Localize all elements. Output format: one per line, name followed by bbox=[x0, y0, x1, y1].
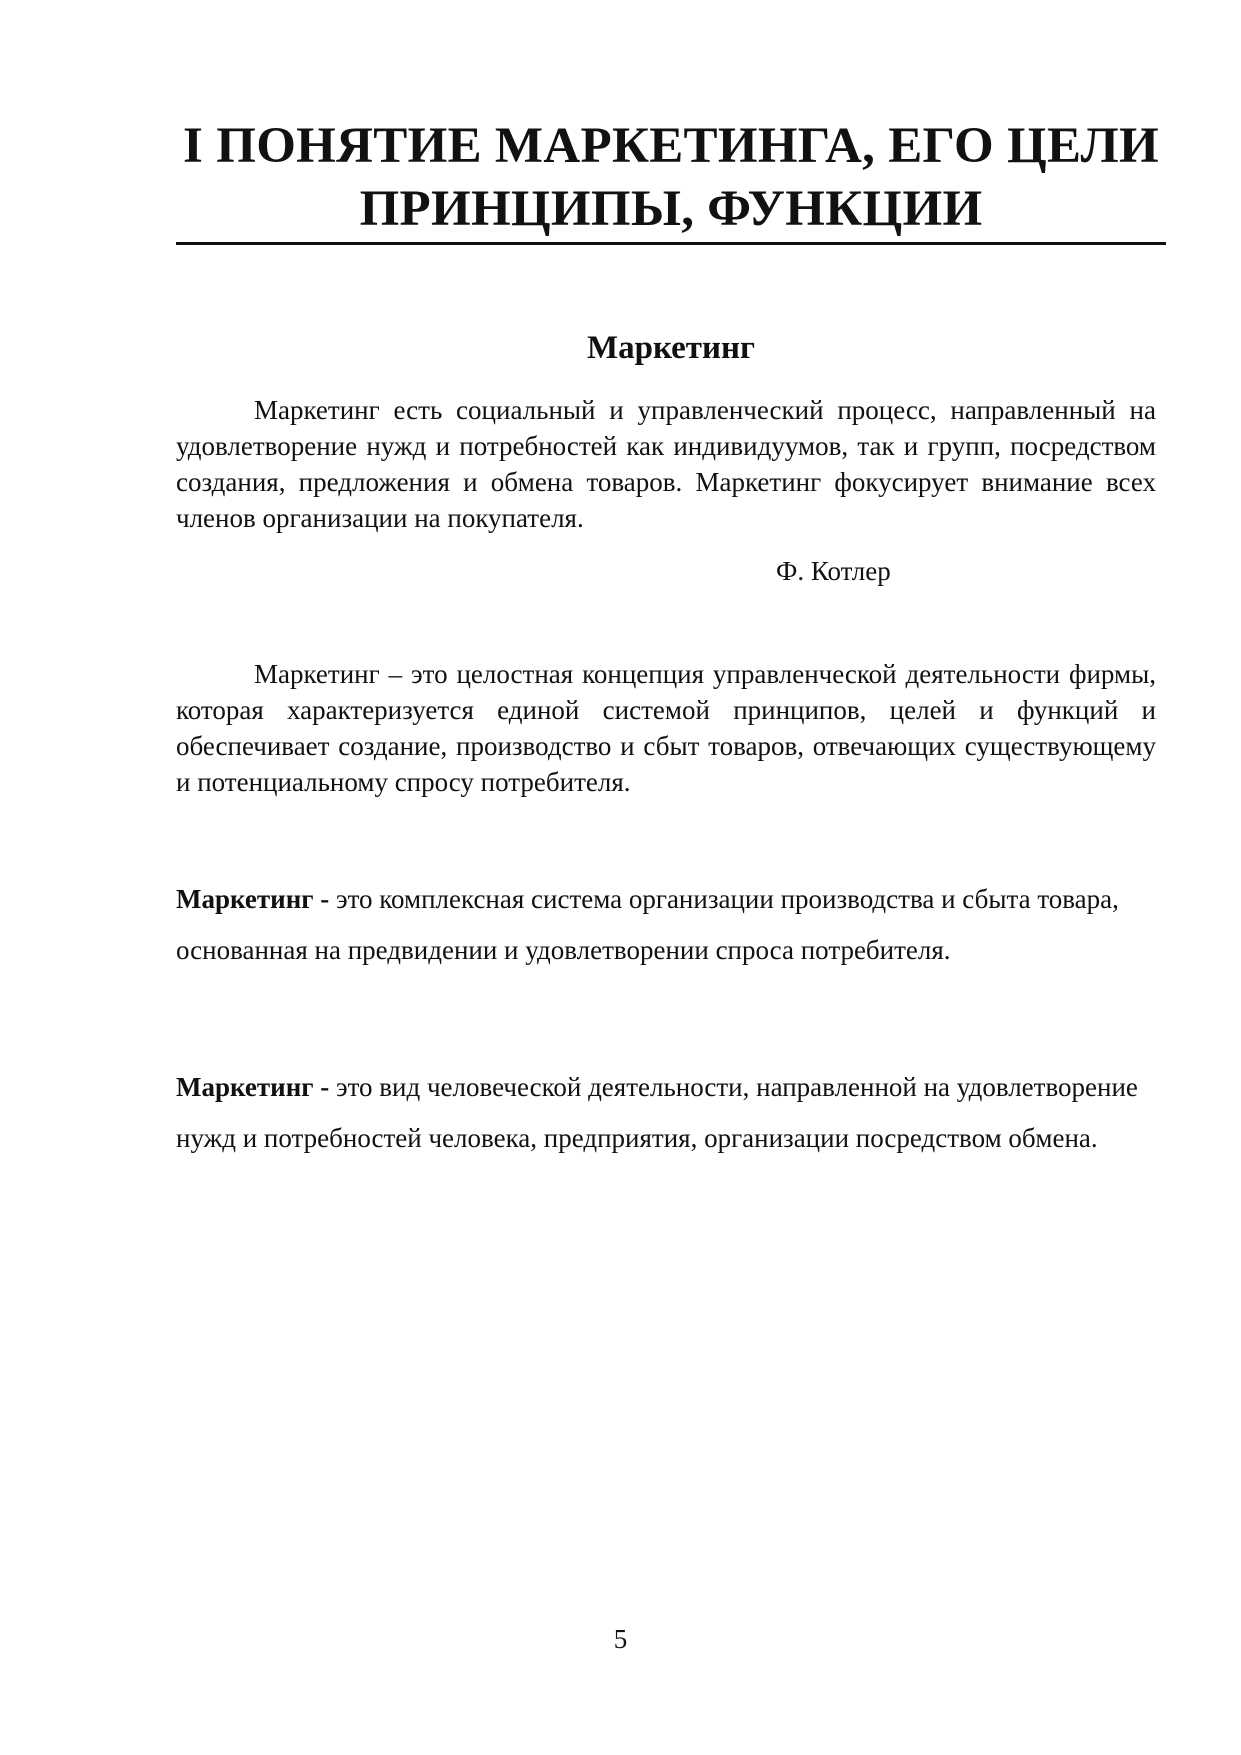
title-underline-divider bbox=[176, 242, 1166, 245]
quote-author: Ф. Котлер bbox=[776, 556, 891, 586]
chapter-title-line-1: I ПОНЯТИЕ МАРКЕТИНГА, ЕГО ЦЕЛИ bbox=[183, 118, 1159, 174]
page-number: 5 bbox=[613, 1624, 628, 1654]
definition-text: это комплексная система организации производства и сбыта товара, основанная на предвидении и удовлетворении спроса потребителя. bbox=[176, 884, 1119, 965]
definition-term: Маркетинг - bbox=[176, 884, 330, 914]
holistic-concept-definition-paragraph: Маркетинг – это целостная концепция управленческой деятельности фирмы, которая характеризуется единой системой принципов, целей и функций и обеспечивает создание, производство и сбыт товаров, отвечающих существующему и потенциальному спросу потребителя. bbox=[176, 659, 1156, 797]
kotler-definition-paragraph: Маркетинг есть социальный и управленческий процесс, направленный на удовлетворение нужд и потребностей как индивидуумов, так и групп, посредством создания, предложения и обмена товаров. Маркетинг фокусирует внимание всех членов организации на покупателя. bbox=[176, 395, 1156, 533]
definition-text: это вид человеческой деятельности, направленной на удовлетворение нужд и потребностей человека, предприятия, организации посредством обмена. bbox=[176, 1072, 1138, 1153]
complex-system-definition-paragraph bbox=[176, 874, 1161, 976]
human-activity-definition-paragraph bbox=[176, 1062, 1161, 1164]
section-heading: Маркетинг bbox=[586, 330, 756, 366]
chapter-title-line-2: ПРИНЦИПЫ, ФУНКЦИИ bbox=[359, 181, 983, 237]
chapter-title bbox=[176, 115, 1166, 241]
definition-term: Маркетинг - bbox=[176, 1072, 330, 1102]
